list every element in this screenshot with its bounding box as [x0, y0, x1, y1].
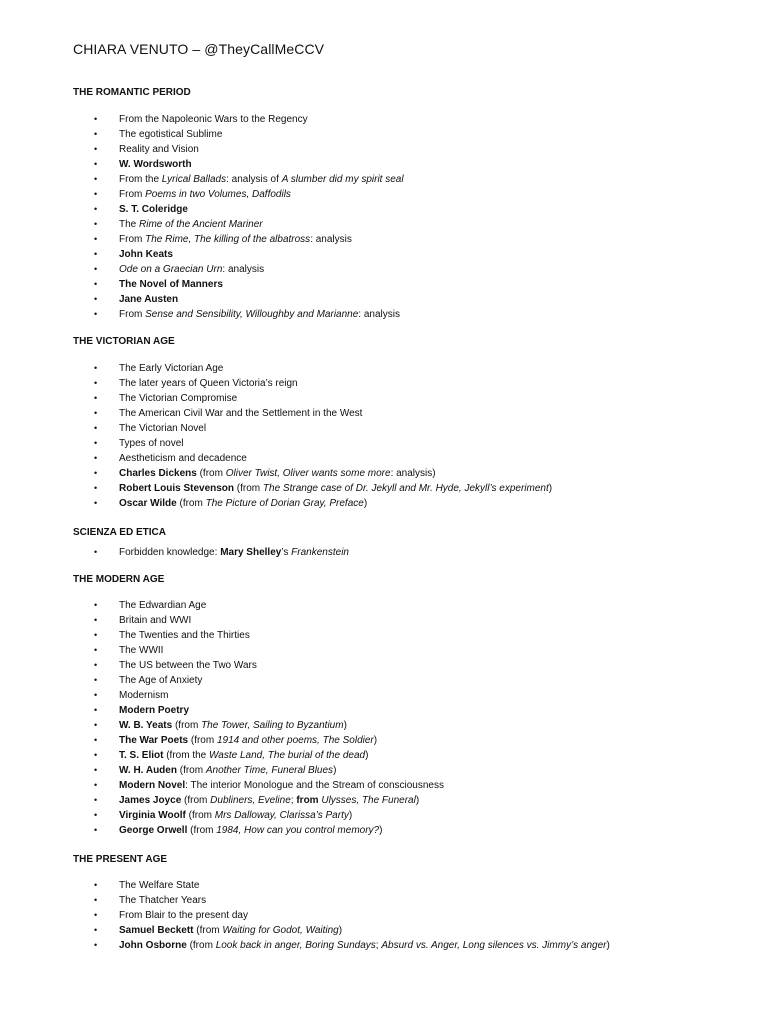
list-item-text	[119, 613, 191, 628]
text-run: The Welfare State	[119, 880, 200, 891]
bullet-icon: •	[94, 780, 98, 790]
list-item-text	[119, 673, 202, 688]
text-run: (from	[181, 795, 211, 806]
list-item	[0, 142, 768, 157]
list-item	[0, 733, 768, 748]
bold-text: Samuel Beckett	[119, 925, 194, 936]
text-run: : analysis of	[226, 174, 282, 185]
list-item-text	[119, 688, 168, 703]
text-run: The Early Victorian Age	[119, 363, 224, 374]
bullet-icon: •	[94, 408, 98, 418]
bold-text: W. B. Yeats	[119, 720, 173, 731]
list-item-text	[119, 436, 183, 451]
bullet-list-scienza-ed-etica	[0, 545, 768, 560]
list-item	[0, 496, 768, 511]
bullet-icon: •	[94, 810, 98, 820]
list-item-text	[119, 878, 199, 893]
list-item-text	[119, 466, 436, 481]
section-heading-romantic-period: THE ROMANTIC PERIOD	[73, 87, 191, 98]
text-run: The American Civil War and the Settlement in the West	[119, 408, 363, 419]
list-item	[0, 217, 768, 232]
list-item	[0, 451, 768, 466]
list-item	[0, 187, 768, 202]
text-run: )	[606, 940, 610, 951]
list-item	[0, 673, 768, 688]
text-run: Modernism	[119, 690, 169, 701]
bullet-icon: •	[94, 765, 98, 775]
list-item-text	[119, 292, 178, 307]
list-item-text	[119, 481, 552, 496]
bold-text: John Osborne	[119, 940, 187, 951]
bullet-icon: •	[94, 129, 98, 139]
text-run: The egotistical Sublime	[119, 129, 223, 140]
text-run: ;	[375, 940, 382, 951]
list-item-text	[119, 112, 308, 127]
bold-text: Modern Novel	[119, 780, 186, 791]
bullet-icon: •	[94, 895, 98, 905]
bullet-icon: •	[94, 264, 98, 274]
list-item	[0, 778, 768, 793]
bold-text: George Orwell	[119, 825, 188, 836]
list-item	[0, 748, 768, 763]
list-item-text	[119, 307, 400, 322]
list-item	[0, 598, 768, 613]
list-item	[0, 808, 768, 823]
list-item-text	[119, 277, 223, 292]
text-run: )	[333, 765, 337, 776]
bullet-icon: •	[94, 423, 98, 433]
bullet-icon: •	[94, 294, 98, 304]
bullet-icon: •	[94, 750, 98, 760]
list-item-text	[119, 733, 377, 748]
bullet-icon: •	[94, 547, 98, 557]
bold-text: W. Wordsworth	[119, 159, 192, 170]
list-item-text	[119, 496, 367, 511]
list-item	[0, 157, 768, 172]
italic-title: The Tower, Sailing to Byzantium	[201, 720, 344, 731]
italic-title: Dubliners, Eveline	[210, 795, 291, 806]
list-item-text	[119, 763, 336, 778]
bold-text: John Keats	[119, 249, 173, 260]
bullet-icon: •	[94, 219, 98, 229]
list-item-text	[119, 127, 222, 142]
text-run: The Victorian Novel	[119, 423, 207, 434]
list-item-text	[119, 748, 368, 763]
list-item	[0, 613, 768, 628]
bold-text: Virginia Woolf	[119, 810, 186, 821]
bold-text: James Joyce	[119, 795, 182, 806]
text-run: Forbidden knowledge:	[119, 547, 221, 558]
list-item-text	[119, 908, 248, 923]
list-item	[0, 688, 768, 703]
text-run: The Victorian Compromise	[119, 393, 238, 404]
bullet-icon: •	[94, 309, 98, 319]
list-item-text	[119, 421, 206, 436]
list-item	[0, 292, 768, 307]
bullet-icon: •	[94, 363, 98, 373]
text-run: (from	[187, 825, 217, 836]
list-item-text	[119, 376, 298, 391]
text-run: The Edwardian Age	[119, 600, 207, 611]
list-item-text	[119, 406, 362, 421]
bullet-icon: •	[94, 204, 98, 214]
italic-title: The Rime, The killing of the albatross	[145, 234, 311, 245]
list-item-text	[119, 451, 247, 466]
list-item-text	[119, 187, 291, 202]
text-run: The Thatcher Years	[119, 895, 207, 906]
list-item-text	[119, 202, 188, 217]
italic-title: Ode on a Graecian Urn	[119, 264, 223, 275]
list-item	[0, 406, 768, 421]
list-item-text	[119, 545, 349, 560]
bullet-icon: •	[94, 393, 98, 403]
text-run: From the Napoleonic Wars to the Regency	[119, 114, 308, 125]
bold-text: Oscar Wilde	[119, 498, 177, 509]
list-item-text	[119, 923, 342, 938]
list-item-text	[119, 893, 206, 908]
list-item-text	[119, 793, 419, 808]
list-item	[0, 277, 768, 292]
list-item-text	[119, 823, 382, 838]
bullet-icon: •	[94, 660, 98, 670]
bullet-icon: •	[94, 468, 98, 478]
list-item	[0, 436, 768, 451]
bullet-icon: •	[94, 720, 98, 730]
text-run: From the	[119, 174, 162, 185]
list-item-text	[119, 217, 263, 232]
italic-title: Ulysses, The Funeral	[321, 795, 416, 806]
bullet-icon: •	[94, 378, 98, 388]
bold-text: Modern Poetry	[119, 705, 190, 716]
text-run: (from	[176, 765, 206, 776]
list-item	[0, 262, 768, 277]
bullet-icon: •	[94, 675, 98, 685]
text-run: (from	[234, 483, 263, 494]
italic-title: The Strange case of Dr. Jekyll and Mr. Hyde, Jekyll’s experiment	[262, 483, 549, 494]
bullet-icon: •	[94, 615, 98, 625]
bullet-icon: •	[94, 279, 98, 289]
text-run: )	[415, 795, 420, 806]
list-item-text	[119, 643, 163, 658]
text-run: (from	[193, 925, 223, 936]
text-run: From	[119, 234, 146, 245]
list-item	[0, 793, 768, 808]
list-item	[0, 481, 768, 496]
list-item-text	[119, 778, 444, 793]
text-run: From	[119, 189, 146, 200]
list-item	[0, 718, 768, 733]
bullet-icon: •	[94, 690, 98, 700]
text-run: Aestheticism and decadence	[119, 453, 247, 464]
bullet-icon: •	[94, 438, 98, 448]
text-run: Britain and WWI	[119, 615, 192, 626]
list-item	[0, 938, 768, 953]
bullet-icon: •	[94, 795, 98, 805]
text-run: The	[119, 219, 140, 230]
list-item	[0, 376, 768, 391]
text-run: (from the	[163, 750, 210, 761]
italic-title: Oliver Twist, Oliver wants some more	[225, 468, 391, 479]
text-run: )	[379, 825, 383, 836]
italic-title: Absurd vs. Anger, Long silences vs. Jimmy’s anger	[381, 940, 607, 951]
bold-text: S. T. Coleridge	[119, 204, 188, 215]
text-run: (from	[172, 720, 202, 731]
list-item-text	[119, 361, 223, 376]
text-run: : analysis	[222, 264, 265, 275]
italic-title: Sense and Sensibility, Willoughby and Marianne	[145, 309, 359, 320]
bold-text: T. S. Eliot	[119, 750, 164, 761]
bullet-icon: •	[94, 735, 98, 745]
bullet-icon: •	[94, 940, 98, 950]
list-item	[0, 893, 768, 908]
text-run: : The interior Monologue and the Stream of consciousness	[185, 780, 444, 791]
text-run: )	[343, 720, 347, 731]
italic-title: Mrs Dalloway, Clarissa’s Party	[214, 810, 349, 821]
italic-title: 1914 and other poems, The Soldier	[216, 735, 374, 746]
italic-title: Look back in anger, Boring Sundays	[215, 940, 376, 951]
section-heading-present-age: THE PRESENT AGE	[73, 854, 168, 865]
bold-text: The War Poets	[119, 735, 189, 746]
text-run: )	[365, 750, 369, 761]
text-run: ;	[290, 795, 297, 806]
bullet-icon: •	[94, 114, 98, 124]
text-run: : analysis	[358, 309, 400, 320]
list-item	[0, 232, 768, 247]
list-item	[0, 878, 768, 893]
bold-text: The Novel of Manners	[119, 279, 223, 290]
text-run: Types of novel	[119, 438, 184, 449]
list-item	[0, 923, 768, 938]
list-item	[0, 112, 768, 127]
list-item-text	[119, 157, 192, 172]
section-heading-modern-age: THE MODERN AGE	[73, 574, 165, 585]
list-item	[0, 127, 768, 142]
list-item-text	[119, 628, 250, 643]
bullet-icon: •	[94, 880, 98, 890]
bold-text: Jane Austen	[119, 294, 179, 305]
bullet-icon: •	[94, 144, 98, 154]
list-item	[0, 307, 768, 322]
document-title: CHIARA VENUTO – @TheyCallMeCCV	[73, 41, 325, 57]
list-item	[0, 763, 768, 778]
bullet-list-victorian-age	[0, 361, 768, 511]
bullet-list-romantic-period	[0, 112, 768, 322]
italic-title: Waiting for Godot, Waiting	[222, 925, 339, 936]
list-item-text	[119, 247, 173, 262]
text-run: )	[548, 483, 553, 494]
list-item-text	[119, 172, 404, 187]
bold-text: Charles Dickens	[119, 468, 197, 479]
italic-title: Another Time, Funeral Blues	[205, 765, 334, 776]
section-heading-scienza-ed-etica: SCIENZA ED ETICA	[73, 527, 166, 538]
text-run: (from	[186, 940, 216, 951]
list-item	[0, 823, 768, 838]
text-run: : analysis	[310, 234, 352, 245]
list-item	[0, 545, 768, 560]
bullet-icon: •	[94, 159, 98, 169]
bold-text: from	[296, 795, 319, 806]
list-item	[0, 391, 768, 406]
text-run: Reality and Vision	[119, 144, 199, 155]
italic-title: Lyrical Ballads	[161, 174, 227, 185]
bullet-icon: •	[94, 453, 98, 463]
list-item-text	[119, 658, 257, 673]
text-run: (from	[188, 735, 217, 746]
italic-title: The Picture of Dorian Gray, Preface	[205, 498, 364, 509]
text-run: (from	[185, 810, 215, 821]
italic-title: Rime of the Ancient Mariner	[139, 219, 263, 230]
bullet-icon: •	[94, 645, 98, 655]
bullet-icon: •	[94, 234, 98, 244]
list-item	[0, 421, 768, 436]
list-item	[0, 658, 768, 673]
bullet-list-modern-age	[0, 598, 768, 838]
text-run: ’s	[281, 547, 292, 558]
list-item-text	[119, 391, 237, 406]
italic-title: 1984, How can you control memory?	[216, 825, 380, 836]
bullet-icon: •	[94, 483, 98, 493]
text-run: The Age of Anxiety	[119, 675, 203, 686]
bold-text: Mary Shelley	[220, 547, 282, 558]
text-run: The Twenties and the Thirties	[119, 630, 250, 641]
italic-title: A slumber did my spirit seal	[281, 174, 404, 185]
bullet-icon: •	[94, 498, 98, 508]
bold-text: Robert Louis Stevenson	[119, 483, 235, 494]
list-item	[0, 908, 768, 923]
text-run: (from	[196, 468, 226, 479]
list-item	[0, 703, 768, 718]
italic-title: Frankenstein	[291, 547, 349, 558]
text-run: From	[119, 309, 146, 320]
list-item-text	[119, 703, 189, 718]
bullet-icon: •	[94, 705, 98, 715]
list-item-text	[119, 262, 264, 277]
section-heading-victorian-age: THE VICTORIAN AGE	[73, 336, 175, 347]
list-item-text	[119, 142, 199, 157]
bullet-icon: •	[94, 825, 98, 835]
list-item-text	[119, 718, 347, 733]
italic-title: Waste Land, The burial of the dead	[209, 750, 366, 761]
bullet-icon: •	[94, 910, 98, 920]
text-run: : analysis)	[390, 468, 436, 479]
bullet-list-present-age	[0, 878, 768, 953]
text-run: From Blair to the present day	[119, 910, 248, 921]
text-run: )	[373, 735, 378, 746]
text-run: The US between the Two Wars	[119, 660, 257, 671]
text-run: The WWII	[119, 645, 164, 656]
text-run: The later years of Queen Victoria’s reign	[119, 378, 298, 389]
bullet-icon: •	[94, 600, 98, 610]
bullet-icon: •	[94, 630, 98, 640]
list-item	[0, 643, 768, 658]
text-run: )	[363, 498, 368, 509]
list-item	[0, 361, 768, 376]
italic-title: Poems in two Volumes, Daffodils	[145, 189, 291, 200]
text-run: )	[348, 810, 353, 821]
bullet-icon: •	[94, 925, 98, 935]
list-item-text	[119, 598, 206, 613]
list-item	[0, 247, 768, 262]
list-item-text	[119, 232, 352, 247]
bullet-icon: •	[94, 189, 98, 199]
bullet-icon: •	[94, 174, 98, 184]
list-item	[0, 628, 768, 643]
list-item	[0, 202, 768, 217]
text-run: (from	[176, 498, 206, 509]
list-item-text	[119, 938, 610, 953]
text-run: )	[338, 925, 343, 936]
bullet-icon: •	[94, 249, 98, 259]
bold-text: W. H. Auden	[119, 765, 177, 776]
list-item-text	[119, 808, 352, 823]
list-item	[0, 172, 768, 187]
list-item	[0, 466, 768, 481]
